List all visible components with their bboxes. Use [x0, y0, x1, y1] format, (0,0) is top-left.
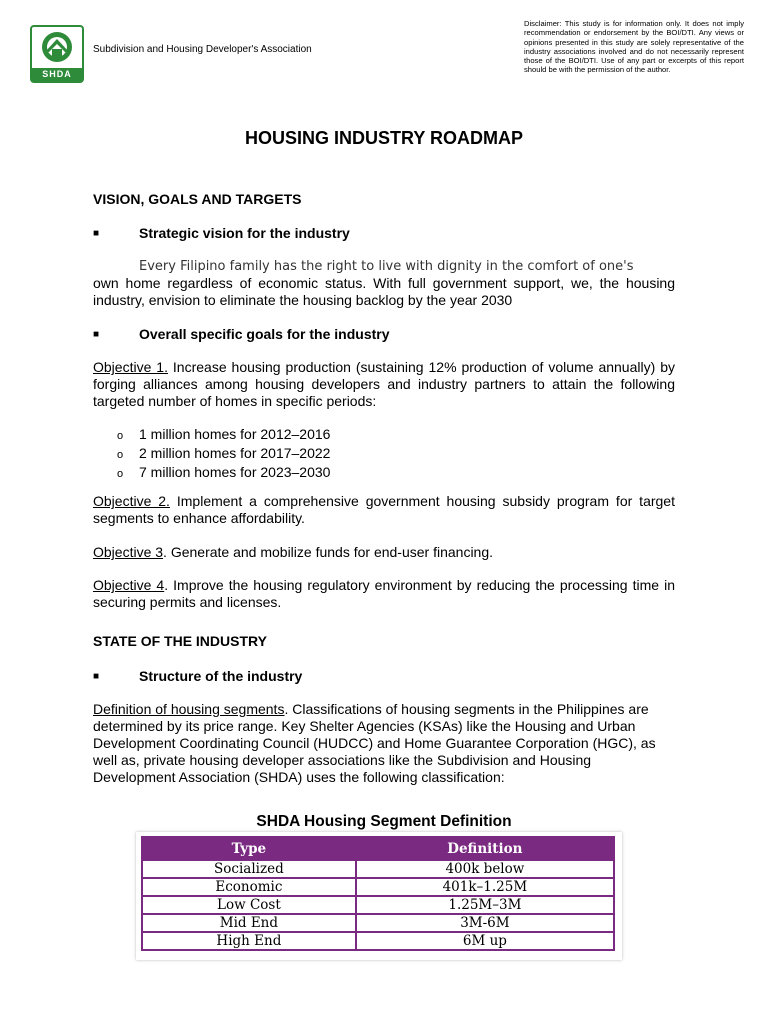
square-bullet-icon: ■ — [93, 671, 100, 682]
objective-1-label: Objective 1. — [93, 359, 168, 375]
table-row — [142, 878, 614, 896]
definition-label: Definition of housing segments — [93, 701, 285, 717]
house-logo-icon — [36, 30, 78, 65]
cell-type: High End — [142, 932, 356, 950]
objective-2-text: Implement a comprehensive government housing subsidy program for target segments to enhance affordability. — [93, 493, 675, 526]
square-bullet-icon: ■ — [93, 228, 100, 239]
circle-bullet-icon: o — [117, 430, 124, 442]
circle-bullet-icon: o — [117, 468, 124, 480]
organization-name: Subdivision and Housing Developer's Association — [93, 44, 312, 55]
cell-definition: 400k below — [356, 860, 614, 878]
logo-text: SHDA — [32, 68, 82, 81]
objective-3 — [93, 544, 675, 561]
cell-definition: 401k–1.25M — [356, 878, 614, 896]
subheading-specific-goals: Overall specific goals for the industry — [139, 326, 390, 342]
section-heading-state: STATE OF THE INDUSTRY — [93, 633, 267, 649]
section-heading-vision: VISION, GOALS AND TARGETS — [93, 191, 302, 207]
vision-rest: own home regardless of economic status. With full government support, we, the housing industry, envision to eliminate the housing backlog by the year 2030 — [93, 275, 675, 308]
shda-logo — [30, 25, 84, 83]
table-row — [142, 860, 614, 878]
objective-4 — [93, 577, 675, 611]
table-title: SHDA Housing Segment Definition — [256, 813, 512, 830]
targets-list — [117, 426, 330, 483]
segment-table-container — [136, 832, 622, 960]
table-row — [142, 914, 614, 932]
vision-first-line: Every Filipino family has the right to live with dignity in the comfort of one's — [139, 259, 634, 274]
table-row — [142, 932, 614, 950]
list-item: o 2 million homes for 2017–2022 — [117, 445, 330, 464]
disclaimer: Disclaimer: This study is for information only. It does not imply recommendation or endorsement by the BOI/DTI. Any views or opinions presented in this study are solely representative of the industry associations involved and do not necessarily represent those of the BOI/DTI. Use of any part or excerpts of this report should be with the permission of the author. — [524, 19, 744, 75]
cell-type: Mid End — [142, 914, 356, 932]
objective-4-text: . Improve the housing regulatory environment by reducing the processing time in securing permits and licenses. — [93, 577, 675, 610]
objective-3-label: Objective 3 — [93, 544, 164, 560]
objective-1-text: Increase housing production (sustaining 12% production of volume annually) by forging alliances among housing developers and industry partners to attain the following targeted number of homes in specific periods: — [93, 359, 675, 409]
column-header-type: Type — [142, 837, 356, 860]
table-header-row — [142, 837, 614, 860]
subheading-structure: Structure of the industry — [139, 668, 303, 684]
vision-paragraph — [93, 258, 675, 309]
objective-3-text: . Generate and mobilize funds for end-user financing. — [163, 544, 494, 560]
cell-definition: 3M-6M — [356, 914, 614, 932]
objective-2-label: Objective 2. — [93, 493, 170, 509]
cell-definition: 6M up — [356, 932, 614, 950]
objective-2 — [93, 493, 675, 527]
list-item: o 7 million homes for 2023–2030 — [117, 464, 330, 483]
segment-table — [141, 836, 615, 951]
circle-bullet-icon: o — [117, 449, 124, 461]
cell-type: Socialized — [142, 860, 356, 878]
cell-type: Low Cost — [142, 896, 356, 914]
square-bullet-icon: ■ — [93, 329, 100, 340]
list-item: o 1 million homes for 2012–2016 — [117, 426, 330, 445]
definition-text: . Classifications of housing segments in the Philippines are determined by its price range. Key Shelter Agencies (KSAs) like the Housing and Urban Development Coordinating Council (HUDCC) and Home Guarantee Corporation (HGC), as well as, private housing developer associations like the Subdivision and Housing Development Association (SHDA) uses the following classification: — [93, 701, 656, 785]
objective-1 — [93, 359, 675, 410]
objective-4-label: Objective 4 — [93, 577, 165, 593]
column-header-definition: Definition — [356, 837, 614, 860]
cell-type: Economic — [142, 878, 356, 896]
subheading-strategic-vision: Strategic vision for the industry — [139, 225, 350, 241]
document-title: HOUSING INDUSTRY ROADMAP — [244, 128, 523, 148]
definition-paragraph — [93, 701, 663, 786]
table-row — [142, 896, 614, 914]
cell-definition: 1.25M–3M — [356, 896, 614, 914]
